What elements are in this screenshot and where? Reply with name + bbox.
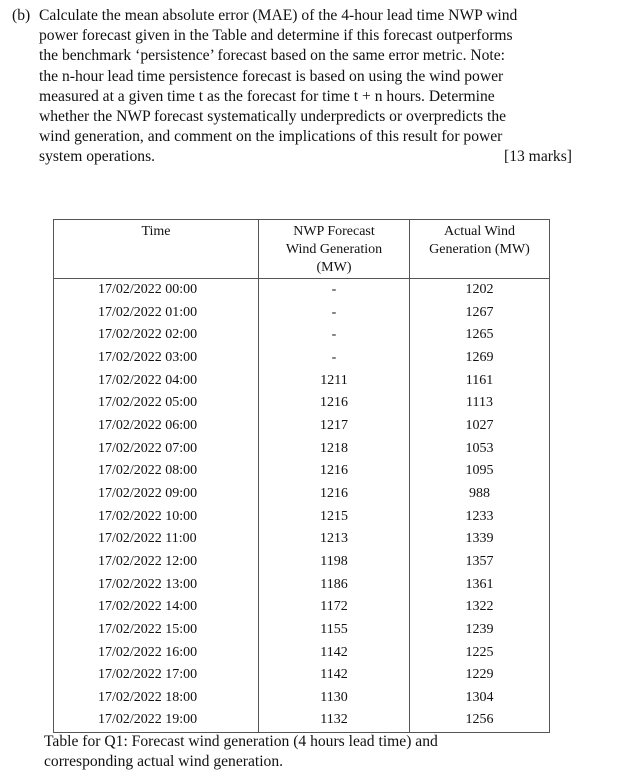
table-row: [54, 619, 550, 642]
cell-nwp-forecast: 1217: [259, 415, 410, 438]
question-line: system operations.: [39, 148, 156, 166]
cell-time: 17/02/2022 11:00: [54, 528, 259, 551]
table-row: [54, 574, 550, 597]
cell-nwp-forecast: 1142: [259, 664, 410, 687]
question-line: measured at a given time t as the forecast for time t + n hours. Determine: [39, 87, 495, 105]
cell-nwp-forecast: -: [259, 279, 410, 302]
cell-actual-wind: 1161: [465, 372, 494, 388]
cell-actual-wind: 1095: [465, 463, 494, 479]
cell-actual-wind: 1322: [465, 599, 494, 615]
cell-actual-wind: 988: [469, 485, 490, 501]
header-nwp-forecast: NWP Forecast Wind Generation (MW): [259, 220, 410, 279]
cell-time: 17/02/2022 13:00: [54, 574, 259, 597]
cell-nwp-forecast: 1132: [259, 709, 410, 732]
cell-nwp-forecast: 1218: [259, 438, 410, 461]
question-text: [39, 6, 572, 168]
cell-time: 17/02/2022 04:00: [54, 370, 259, 393]
cell-actual-wind: 1265: [465, 327, 494, 343]
table-row: [54, 392, 550, 415]
table-row: [54, 483, 550, 506]
question-label: (b): [12, 7, 31, 24]
cell-nwp-forecast: 1142: [259, 642, 410, 665]
cell-time: 17/02/2022 19:00: [54, 709, 259, 732]
cell-time: 17/02/2022 01:00: [54, 302, 259, 325]
marks-label: [13 marks]: [504, 148, 572, 165]
cell-actual-wind: 1225: [465, 644, 494, 660]
cell-nwp-forecast: 1186: [259, 574, 410, 597]
forecast-table: [53, 219, 550, 733]
cell-actual-wind: 1113: [466, 395, 493, 411]
table-row: [54, 347, 550, 370]
cell-actual-wind: 1229: [465, 667, 494, 683]
caption-line: Table for Q1: Forecast wind generation (4 hours lead time) and: [44, 733, 438, 750]
question-line: whether the NWP forecast systematically underpredicts or overpredicts the: [39, 108, 507, 126]
table-row: [54, 709, 550, 732]
cell-time: 17/02/2022 15:00: [54, 619, 259, 642]
cell-nwp-forecast: 1172: [259, 596, 410, 619]
cell-time: 17/02/2022 03:00: [54, 347, 259, 370]
cell-nwp-forecast: 1216: [259, 460, 410, 483]
cell-nwp-forecast: -: [259, 324, 410, 347]
cell-time: 17/02/2022 14:00: [54, 596, 259, 619]
table-body: [54, 279, 550, 733]
cell-nwp-forecast: -: [259, 347, 410, 370]
question-line: Calculate the mean absolute error (MAE) of the 4-hour lead time NWP wind: [39, 7, 518, 24]
cell-nwp-forecast: -: [259, 302, 410, 325]
question-line: wind generation, and comment on the implications of this result for power: [39, 128, 503, 146]
cell-time: 17/02/2022 02:00: [54, 324, 259, 347]
cell-nwp-forecast: 1215: [259, 506, 410, 529]
cell-time: 17/02/2022 18:00: [54, 687, 259, 710]
cell-actual-wind: 1202: [465, 282, 494, 297]
cell-actual-wind: 1053: [465, 440, 494, 456]
header-actual-wind: Actual Wind Generation (MW): [410, 220, 550, 279]
cell-actual-wind: 1027: [465, 417, 494, 433]
question-line: the benchmark ‘persistence’ forecast based on the same error metric. Note:: [39, 47, 506, 65]
table-caption: [44, 732, 524, 772]
cell-time: 17/02/2022 09:00: [54, 483, 259, 506]
cell-time: 17/02/2022 06:00: [54, 415, 259, 438]
table-row: [54, 324, 550, 347]
cell-nwp-forecast: 1155: [259, 619, 410, 642]
table-row: [54, 370, 550, 393]
table-row: [54, 460, 550, 483]
cell-nwp-forecast: 1213: [259, 528, 410, 551]
question-line: power forecast given in the Table and determine if this forecast outperforms: [39, 27, 513, 45]
table-row: [54, 687, 550, 710]
cell-time: 17/02/2022 00:00: [54, 279, 259, 302]
cell-time: 17/02/2022 05:00: [54, 392, 259, 415]
cell-actual-wind: 1304: [465, 689, 494, 705]
cell-actual-wind: 1233: [465, 508, 494, 524]
caption-line: corresponding actual wind generation.: [44, 753, 284, 770]
cell-actual-wind: 1361: [465, 576, 494, 592]
question-line: the n-hour lead time persistence forecast is based on using the wind power: [39, 67, 504, 85]
table-row: [54, 279, 550, 302]
cell-time: 17/02/2022 17:00: [54, 664, 259, 687]
cell-nwp-forecast: 1216: [259, 392, 410, 415]
table-row: [54, 528, 550, 551]
cell-actual-wind: 1339: [465, 531, 494, 547]
cell-time: 17/02/2022 16:00: [54, 642, 259, 665]
table-row: [54, 506, 550, 529]
cell-nwp-forecast: 1130: [259, 687, 410, 710]
table-row: [54, 596, 550, 619]
table-header-row: [54, 220, 550, 279]
table-row: [54, 664, 550, 687]
cell-time: 17/02/2022 08:00: [54, 460, 259, 483]
table-row: [54, 438, 550, 461]
cell-actual-wind: 1239: [465, 621, 494, 637]
table-row: [54, 302, 550, 325]
cell-nwp-forecast: 1216: [259, 483, 410, 506]
cell-actual-wind: 1267: [465, 304, 494, 320]
table-row: [54, 642, 550, 665]
cell-time: 17/02/2022 07:00: [54, 438, 259, 461]
cell-actual-wind: 1269: [465, 349, 494, 365]
table-row: [54, 551, 550, 574]
cell-time: 17/02/2022 10:00: [54, 506, 259, 529]
cell-actual-wind: 1256: [410, 709, 550, 732]
cell-time: 17/02/2022 12:00: [54, 551, 259, 574]
cell-nwp-forecast: 1211: [259, 370, 410, 393]
header-time: Time: [54, 220, 259, 279]
cell-actual-wind: 1357: [465, 553, 494, 569]
cell-nwp-forecast: 1198: [259, 551, 410, 574]
table-row: [54, 415, 550, 438]
